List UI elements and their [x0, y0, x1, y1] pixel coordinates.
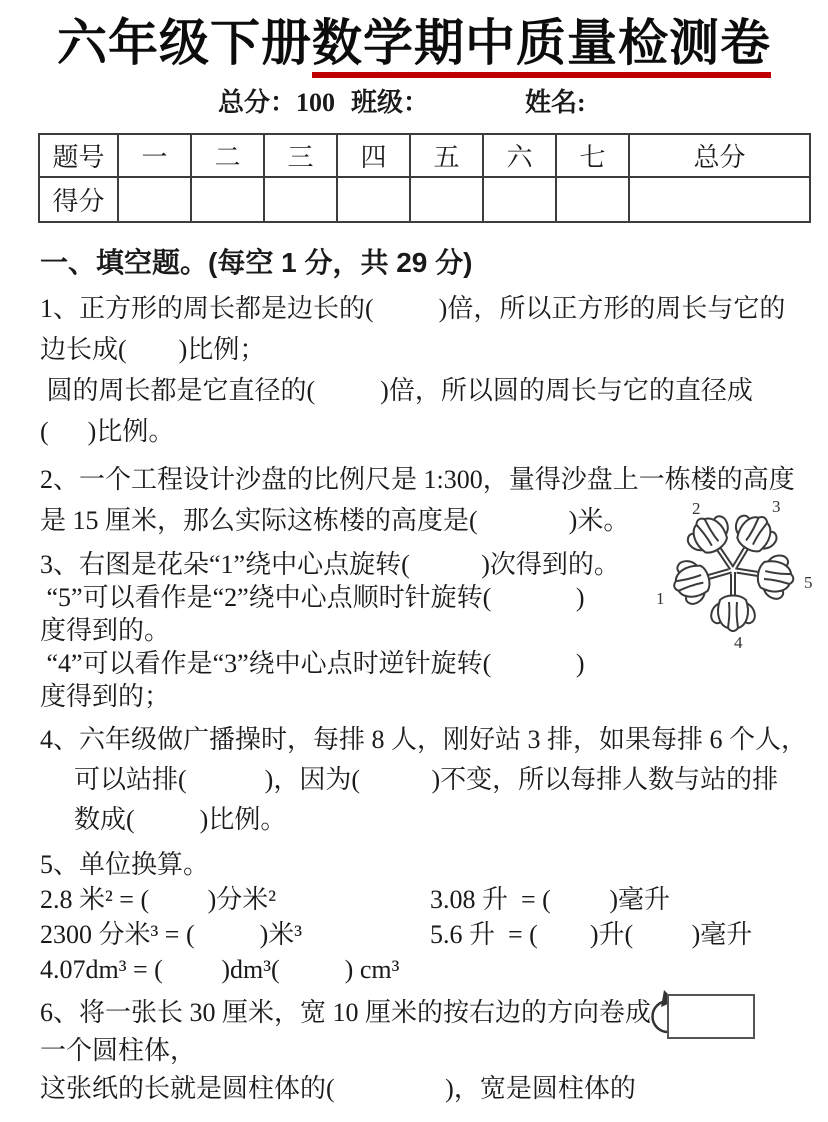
flower-label-1: 1 [656, 589, 665, 608]
score-table [38, 133, 811, 223]
paper-rectangle [667, 994, 755, 1039]
q5-row1-right: 3.08 升 = ( )毫升 [430, 885, 670, 914]
score-table-header-cell: 五 [410, 134, 483, 177]
score-cell-blank [629, 177, 810, 222]
q1-line4: ( )比例。 [40, 417, 175, 446]
score-table-header-cell: 总分 [629, 134, 810, 177]
q5-row1-left: 2.8 米² = ( )分米² [40, 885, 277, 914]
title-part-plain: 六年级下册 [57, 15, 312, 71]
score-cell-blank [264, 177, 337, 222]
q3-line2: “5”可以看作是“2”绕中心点顺时针旋转( ) [40, 583, 585, 612]
flower-label-2: 2 [692, 499, 701, 518]
score-cell-blank [556, 177, 629, 222]
question-5 [40, 847, 828, 987]
score-table-header-cell: 一 [118, 134, 191, 177]
q2-line1: 2、一个工程设计沙盘的比例尺是 1:300，量得沙盘上一栋楼的高度 [40, 465, 795, 494]
total-score-label: 总分：100 [218, 88, 336, 117]
score-cell-blank [483, 177, 556, 222]
q3-line5: 度得到的； [40, 682, 171, 711]
q4-line1: 4、六年级做广播操时，每排 8 人，刚好站 3 排，如果每排 6 个人， [40, 725, 808, 754]
q4-line3: 数成( )比例。 [74, 805, 287, 834]
flower-figure-svg [636, 486, 826, 656]
subtitle-row [218, 82, 828, 119]
page-title [0, 14, 828, 72]
score-table-header-cell: 二 [191, 134, 264, 177]
questions-area [40, 288, 828, 1108]
score-table-header-cell: 七 [556, 134, 629, 177]
question-4 [40, 720, 828, 840]
q5-row2 [40, 917, 828, 952]
flower-cluster [668, 506, 796, 631]
q5-row1 [40, 882, 828, 917]
title-part-underlined: 数学期中质量检测卷 [312, 15, 771, 78]
flower-rotation-figure [636, 486, 826, 656]
q5-row3: 4.07dm³ = ( )dm³( ) cm³ [40, 955, 400, 984]
q6-line2: 一个圆柱体， [40, 1036, 197, 1065]
tulip-flower-5 [732, 549, 797, 601]
question-1 [40, 288, 828, 452]
flower-label-3: 3 [772, 497, 781, 516]
q6-line1: 6、将一张长 30 厘米，宽 10 厘米的按右边的方向卷成 [40, 998, 652, 1027]
q5-row2-left: 2300 分米³ = ( )米³ [40, 920, 303, 949]
flower-label-4: 4 [734, 633, 743, 652]
q5-row2-right: 5.6 升 = ( )升( )毫升 [430, 920, 753, 949]
score-table-header-row [39, 134, 810, 177]
q3-line4: “4”可以看作是“3”绕中心点时逆针旋转( ) [40, 649, 585, 678]
q4-line2: 可以站排( )，因为( )不变，所以每排人数与站的排 [74, 765, 779, 794]
score-cell-blank [337, 177, 410, 222]
name-label: 姓名: [525, 88, 586, 117]
q1-line2: 边长成( )比例； [40, 335, 266, 364]
q2-line2: 是 15 厘米，那么实际这栋楼的高度是( )米。 [40, 506, 630, 535]
score-cell-blank [191, 177, 264, 222]
score-row-label: 得分 [39, 177, 118, 222]
q1-line3: 圆的周长都是它直径的( )倍，所以圆的周长与它的直径成 [40, 376, 753, 405]
score-table-score-row [39, 177, 810, 222]
score-table-header-cell: 三 [264, 134, 337, 177]
class-label: 班级： [351, 88, 430, 117]
score-table-header-cell: 六 [483, 134, 556, 177]
flower-label-5: 5 [804, 573, 813, 592]
q5-heading: 5、单位换算。 [40, 850, 210, 879]
tulip-flower-4 [711, 572, 755, 631]
q1-line1: 1、正方形的周长都是边长的( )倍，所以正方形的周长与它的 [40, 294, 786, 323]
score-table-header-cell: 四 [337, 134, 410, 177]
score-table-header-cell: 题号 [39, 134, 118, 177]
paper-roll-figure [643, 986, 763, 1046]
score-cell-blank [410, 177, 483, 222]
q6-line3: 这张纸的长就是圆柱体的( )，宽是圆柱体的 [40, 1074, 636, 1103]
score-cell-blank [118, 177, 191, 222]
q3-line3: 度得到的。 [40, 616, 171, 645]
section-heading: 一、填空题。(每空 1 分，共 29 分) [40, 247, 473, 278]
q3-line1: 3、右图是花朵“1”绕中心点旋转( )次得到的。 [40, 550, 620, 579]
